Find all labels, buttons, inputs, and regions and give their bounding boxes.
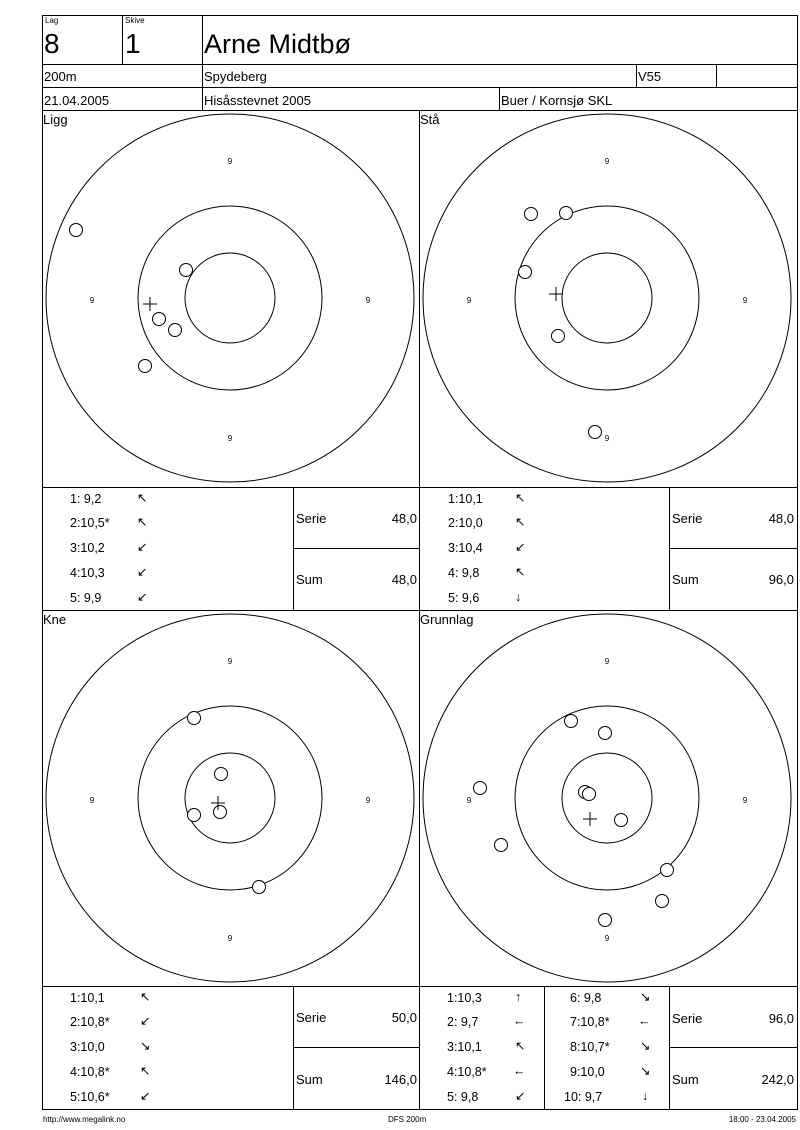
event-name: Hisåsstevnet 2005 (204, 93, 311, 108)
direction-arrow-icon: ↖ (140, 990, 151, 1004)
inner-ring (562, 253, 652, 343)
outer-ring (423, 614, 791, 982)
shot-value: 3:10,2 (70, 541, 105, 555)
skive-value: 1 (125, 28, 141, 59)
shot-hole (188, 809, 201, 822)
shot-hole (565, 715, 578, 728)
target-sta (423, 114, 791, 482)
shot-hole (70, 224, 83, 237)
shot-hole (495, 839, 508, 852)
direction-arrow-icon: ↖ (515, 491, 526, 505)
serie-label: Serie (672, 1011, 703, 1026)
direction-arrow-icon: ↖ (137, 491, 148, 505)
shot-value: 2: 9,7 (447, 1015, 479, 1029)
serie-label: Serie (296, 1010, 327, 1025)
outer-ring (46, 114, 414, 482)
direction-arrow-icon: ↙ (515, 1089, 526, 1103)
middle-ring (138, 706, 322, 890)
serie-value: 50,0 (391, 1010, 417, 1025)
lag-label: Lag (45, 16, 59, 25)
shot-value: 2:10,8* (70, 1015, 110, 1029)
direction-arrow-icon: ↖ (515, 565, 526, 579)
ring-number-label: 9 (604, 434, 610, 443)
panel-title-sta: Stå (420, 112, 440, 127)
shot-value: 1:10,1 (448, 492, 483, 506)
sum-label: Sum (672, 1072, 699, 1087)
shot-value: 1:10,3 (447, 991, 482, 1005)
direction-arrow-icon: ↘ (640, 1064, 651, 1078)
ring-number-label: 9 (89, 796, 95, 805)
shot-value: 1:10,1 (70, 991, 105, 1005)
ring-number-label: 9 (89, 296, 95, 305)
serie-value: 96,0 (768, 1011, 794, 1026)
shot-value: 5: 9,6 (448, 591, 480, 605)
target-grunnlag (423, 614, 791, 982)
shot-value: 5: 9,8 (447, 1090, 479, 1104)
direction-arrow-icon: ↑ (515, 990, 522, 1004)
footer-timestamp: 18:00 - 23.04.2005 (728, 1115, 796, 1124)
direction-arrow-icon: ↙ (140, 1089, 151, 1103)
sum-value: 96,0 (768, 572, 794, 587)
shot-hole (214, 806, 227, 819)
direction-arrow-icon: ↓ (515, 590, 522, 604)
shot-hole (188, 712, 201, 725)
shot-hole (525, 208, 538, 221)
middle-ring (515, 206, 699, 390)
target-kne (46, 614, 414, 982)
shot-value: 6: 9,8 (570, 991, 602, 1005)
sum-value: 242,0 (761, 1072, 794, 1087)
ring-number-label: 9 (742, 296, 748, 305)
shot-hole (589, 426, 602, 439)
direction-arrow-icon: ↘ (640, 990, 651, 1004)
shot-hole (583, 788, 596, 801)
direction-arrow-icon: ↘ (640, 1039, 651, 1053)
outer-ring (423, 114, 791, 482)
date: 21.04.2005 (44, 93, 110, 108)
shot-value: 9:10,0 (570, 1065, 605, 1079)
ring-number-label: 9 (227, 157, 233, 166)
shot-value: 2:10,0 (448, 516, 483, 530)
shot-hole (153, 313, 166, 326)
shot-value: 5:10,6* (70, 1090, 110, 1104)
shot-value: 1: 9,2 (70, 492, 102, 506)
sum-value: 48,0 (391, 572, 417, 587)
shot-value: 4:10,8* (447, 1065, 487, 1079)
organizer: Buer / Kornsjø SKL (501, 93, 613, 108)
panel-title-kne: Kne (43, 612, 67, 627)
club: Spydeberg (204, 69, 267, 84)
lag-value: 8 (44, 28, 60, 59)
shot-hole (169, 324, 182, 337)
shot-value: 3:10,4 (448, 541, 483, 555)
ring-number-label: 9 (365, 296, 371, 305)
inner-ring (185, 753, 275, 843)
sum-label: Sum (296, 1072, 323, 1087)
direction-arrow-icon: ↙ (137, 540, 148, 554)
shot-value: 10: 9,7 (564, 1090, 603, 1104)
shot-hole (615, 814, 628, 827)
direction-arrow-icon: ↘ (140, 1039, 151, 1053)
shot-hole (253, 881, 266, 894)
shot-hole (560, 207, 573, 220)
shot-value: 8:10,7* (570, 1040, 610, 1054)
direction-arrow-icon: ↖ (137, 515, 148, 529)
target-ligg (46, 114, 414, 482)
inner-ring (185, 253, 275, 343)
distance: 200m (44, 69, 77, 84)
serie-value: 48,0 (391, 511, 417, 526)
shot-value: 7:10,8* (570, 1015, 610, 1029)
ring-number-label: 9 (604, 157, 610, 166)
shot-value: 3:10,0 (70, 1040, 105, 1054)
direction-arrow-icon: ↙ (137, 565, 148, 579)
shot-hole (656, 895, 669, 908)
shot-hole (180, 264, 193, 277)
mean-point-cross-icon (549, 287, 563, 301)
shot-value: 5: 9,9 (70, 591, 102, 605)
direction-arrow-icon: ← (513, 1064, 526, 1078)
ring-number-label: 9 (604, 934, 610, 943)
serie-label: Serie (296, 511, 327, 526)
direction-arrow-icon: ← (638, 1014, 651, 1028)
shot-hole (215, 768, 228, 781)
direction-arrow-icon: ↙ (515, 540, 526, 554)
ring-number-label: 9 (227, 657, 233, 666)
direction-arrow-icon: ↖ (515, 1039, 526, 1053)
shot-value: 2:10,5* (70, 516, 110, 530)
footer-center: DFS 200m (388, 1115, 427, 1124)
sum-label: Sum (296, 572, 323, 587)
sum-value: 146,0 (384, 1072, 417, 1087)
shooter-name: Arne Midtbø (204, 29, 352, 59)
shot-hole (519, 266, 532, 279)
direction-arrow-icon: ↖ (140, 1064, 151, 1078)
panel-title-grunnlag: Grunnlag (420, 612, 474, 627)
shot-value: 4:10,3 (70, 566, 105, 580)
shot-hole (139, 360, 152, 373)
shot-hole (599, 727, 612, 740)
ring-number-label: 9 (227, 934, 233, 943)
mean-point-cross-icon (143, 297, 157, 311)
ring-number-label: 9 (227, 434, 233, 443)
ring-number-label: 9 (742, 796, 748, 805)
direction-arrow-icon: ↓ (642, 1089, 649, 1103)
shot-hole (552, 330, 565, 343)
shot-value: 4: 9,8 (448, 566, 480, 580)
shot-hole (474, 782, 487, 795)
ring-number-label: 9 (466, 296, 472, 305)
serie-label: Serie (672, 511, 703, 526)
direction-arrow-icon: ↖ (515, 515, 526, 529)
shot-value: 3:10,1 (447, 1040, 482, 1054)
serie-value: 48,0 (768, 511, 794, 526)
outer-ring (46, 614, 414, 982)
middle-ring (138, 206, 322, 390)
ring-number-label: 9 (365, 796, 371, 805)
panel-title-ligg: Ligg (43, 112, 68, 127)
direction-arrow-icon: ↙ (137, 590, 148, 604)
footer-link[interactable]: http://www.megalink.no (43, 1115, 126, 1124)
class: V55 (638, 69, 662, 84)
mean-point-cross-icon (583, 812, 597, 826)
direction-arrow-icon: ↙ (140, 1014, 151, 1028)
direction-arrow-icon: ← (513, 1014, 526, 1028)
sum-label: Sum (672, 572, 699, 587)
shot-hole (599, 914, 612, 927)
ring-number-label: 9 (604, 657, 610, 666)
inner-ring (562, 753, 652, 843)
shot-value: 4:10,8* (70, 1065, 110, 1079)
shot-hole (661, 864, 674, 877)
ring-number-label: 9 (466, 796, 472, 805)
skive-label: Skive (125, 16, 145, 25)
